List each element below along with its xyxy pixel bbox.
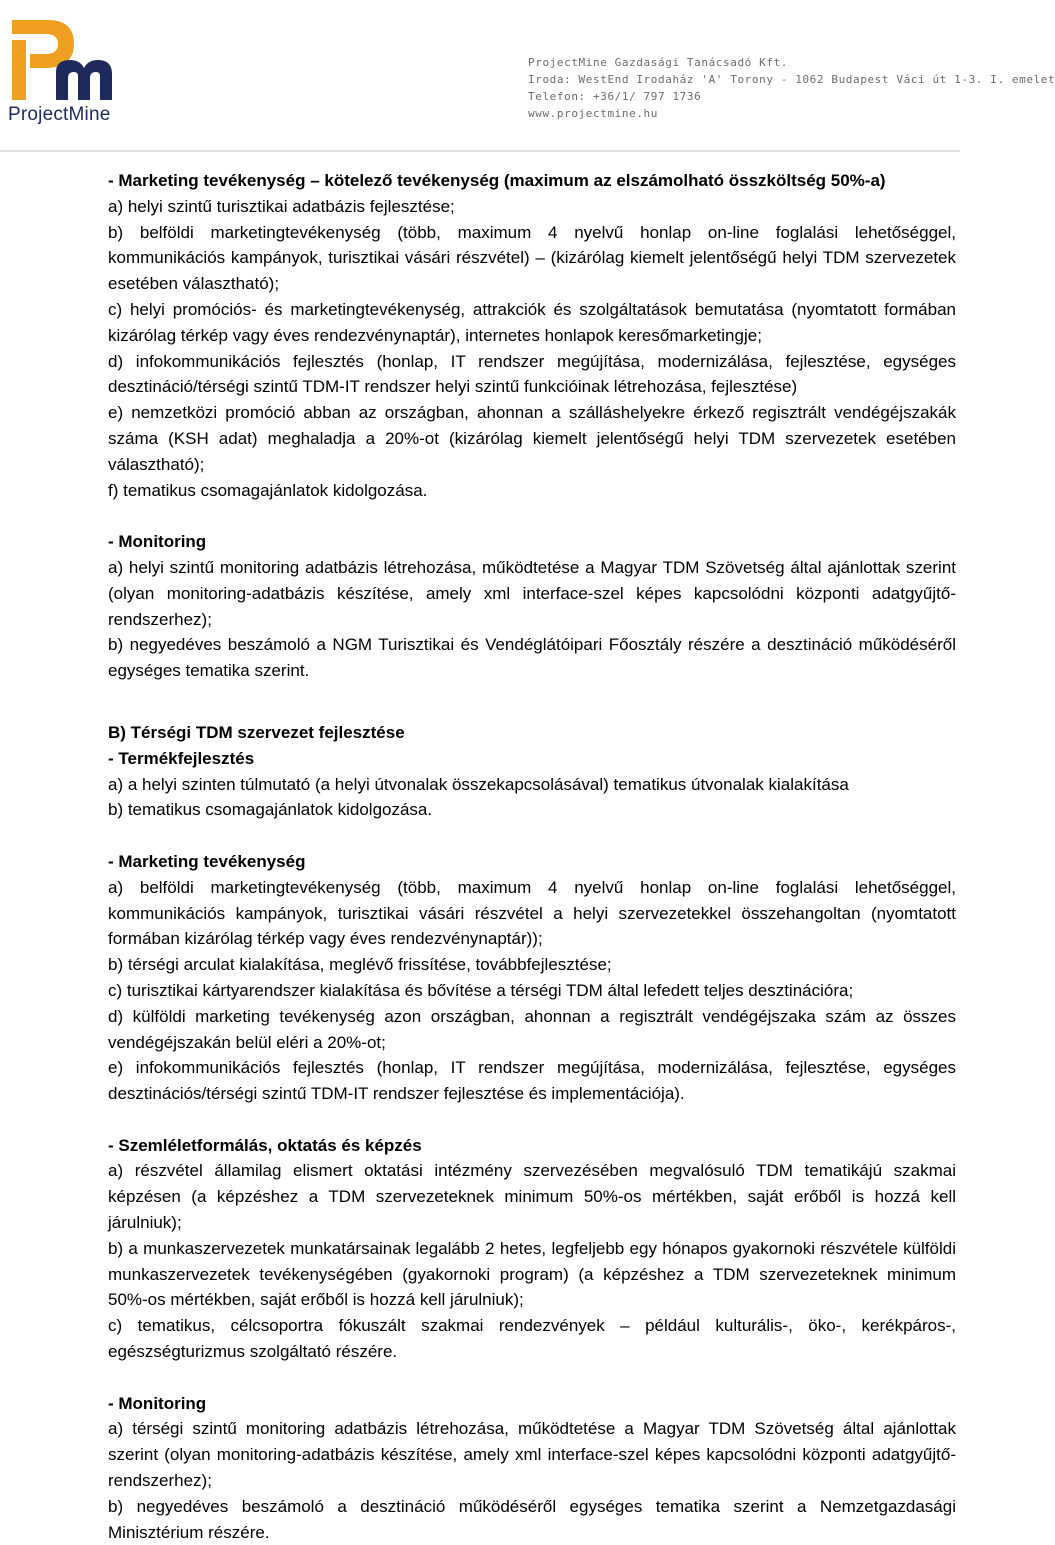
section-b-marketing-heading: - Marketing tevékenység	[108, 851, 306, 871]
list-item: b) negyedéves beszámoló a NGM Turisztikai és Vendéglátóipari Főosztály részére a desztináció működéséről egységes tematika szerint.	[108, 635, 956, 681]
list-item: b) a munkaszervezetek munkatársainak legalább 2 hetes, legfeljebb egy hónapos gyakornoki részvétele külföldi munkaszervezetek tevékenységében (gyakornoki program) (a képzéshez a TDM szervezeteknek minimum 50%-os mértékben, saját erőből is hozzá kell járulniuk);	[108, 1238, 956, 1310]
list-item: a) a helyi szinten túlmutató (a helyi útvonalak összekapcsolásával) tematikus útvonalak kialakítása	[108, 774, 849, 794]
section-a-monitoring-heading: - Monitoring	[108, 532, 207, 552]
list-item: c) tematikus, célcsoportra fókuszált szakmai rendezvények – például kulturális-, öko-, kerékpáros-, egészségturizmus szolgáltató részére.	[108, 1316, 956, 1362]
section-b-title: B) Térségi TDM szervezet fejlesztése	[108, 722, 405, 742]
company-name: ProjectMine Gazdasági Tanácsadó Kft.	[528, 56, 789, 69]
list-item: e) nemzetközi promóció abban az országban, ahonnan a szálláshelyekre érkező regisztrált vendégéjszakák száma (KSH adat) meghaladja a 20%-ot (kizárólag kiemelt jelentőségű helyi TDM szervezetek esetében választható);	[108, 403, 956, 474]
company-address: Iroda: WestEnd Irodaház 'A' Torony - 1062 Budapest Váci út 1-3. I. emelet	[528, 73, 1055, 86]
list-item: a) helyi szintű monitoring adatbázis létrehozása, működtetése a Magyar TDM Szövetség által ajánlottak szerint (olyan monitoring-adatbázis készítése, amely xml interface-szel képes kapcsolódni központi adatgyűjtő-rendszerhez);	[108, 557, 956, 629]
list-item: c) helyi promóciós- és marketingtevékenység, attrakciók és szolgáltatások bemutatása (nyomtatott formában kizárólag térkép vagy éves rendezvénynaptár), internetes honlapok keresőmarketingje;	[108, 299, 956, 345]
list-item: b) belföldi marketingtevékenység (több, maximum 4 nyelvű honlap on-line foglalási lehetőséggel, kommunikációs kampányok, turisztikai vásári részvétel) – (kizárólag kiemelt jelentőségű helyi TDM szervezetek esetében választható);	[108, 222, 956, 294]
section-b-monitoring-heading: - Monitoring	[108, 1393, 207, 1413]
list-item: e) infokommunikációs fejlesztés (honlap, IT rendszer megújítása, modernizálása, fejlesztése, egységes desztinációs/térségi szintű TDM-IT rendszer fejlesztése és implementációja).	[108, 1058, 956, 1104]
list-item: f) tematikus csomagajánlatok kidolgozása.	[108, 480, 428, 500]
letterhead	[0, 0, 1055, 152]
list-item: b) tematikus csomagajánlatok kidolgozása.	[108, 800, 433, 820]
company-website: www.projectmine.hu	[528, 107, 659, 120]
section-b-product-heading: - Termékfejlesztés	[108, 748, 255, 768]
header-divider	[0, 150, 960, 152]
list-item: b) térségi arculat kialakítása, meglévő frissítése, továbbfejlesztése;	[108, 955, 612, 975]
logo-mark-icon	[8, 14, 118, 104]
company-info	[528, 54, 1055, 122]
list-item: c) turisztikai kártyarendszer kialakítása és bővítése a térségi TDM által lefedett teljes desztinációra;	[108, 980, 854, 1000]
list-item: b) negyedéves beszámoló a desztináció működéséről egységes tematika szerint a Nemzetgazdasági Minisztérium részére.	[108, 1496, 956, 1542]
list-item: a) helyi szintű turisztikai adatbázis fejlesztése;	[108, 196, 455, 216]
projectmine-logo	[8, 14, 123, 124]
section-b-training-heading: - Szemléletformálás, oktatás és képzés	[108, 1135, 422, 1155]
list-item: d) külföldi marketing tevékenység azon országban, ahonnan a regisztrált vendégéjszaka szám az összes vendégéjszakán belül eléri a 20%-ot;	[108, 1006, 956, 1052]
list-item: d) infokommunikációs fejlesztés (honlap, IT rendszer megújítása, modernizálása, fejlesztése, egységes desztináció/térségi szintű TDM-IT rendszer helyi szintű funkcióinak létrehozása, fejlesztése)	[108, 351, 956, 397]
company-phone: Telefon: +36/1/ 797 1736	[528, 90, 702, 103]
list-item: a) belföldi marketingtevékenység (több, maximum 4 nyelvű honlap on-line foglalási lehetőséggel, kommunikációs kampányok, turisztikai vásári részvétel a helyi szervezetekkel összehangoltan (nyomtatott formában kizárólag térkép vagy éves rendezvénynaptár));	[108, 877, 956, 949]
section-a-marketing-heading: - Marketing tevékenység – kötelező tevékenység (maximum az elszámolható összköltség 50%-a)	[108, 171, 886, 190]
list-item: a) térségi szintű monitoring adatbázis létrehozása, működtetése a Magyar TDM Szövetség által ajánlottak szerint (olyan monitoring-adatbázis készítése, amely xml interface-szel képes kapcsolódni központi adatgyűjtő-rendszerhez);	[108, 1419, 956, 1491]
document-body	[108, 168, 956, 1545]
logo-text: ProjectMine	[8, 104, 111, 125]
list-item: a) részvétel államilag elismert oktatási intézmény szervezésében megvalósuló TDM tematikájú szakmai képzésen (a képzéshez a TDM szervezeteknek minimum 50%-os mértékben, saját erőből is hozzá kell járulniuk);	[108, 1161, 956, 1233]
